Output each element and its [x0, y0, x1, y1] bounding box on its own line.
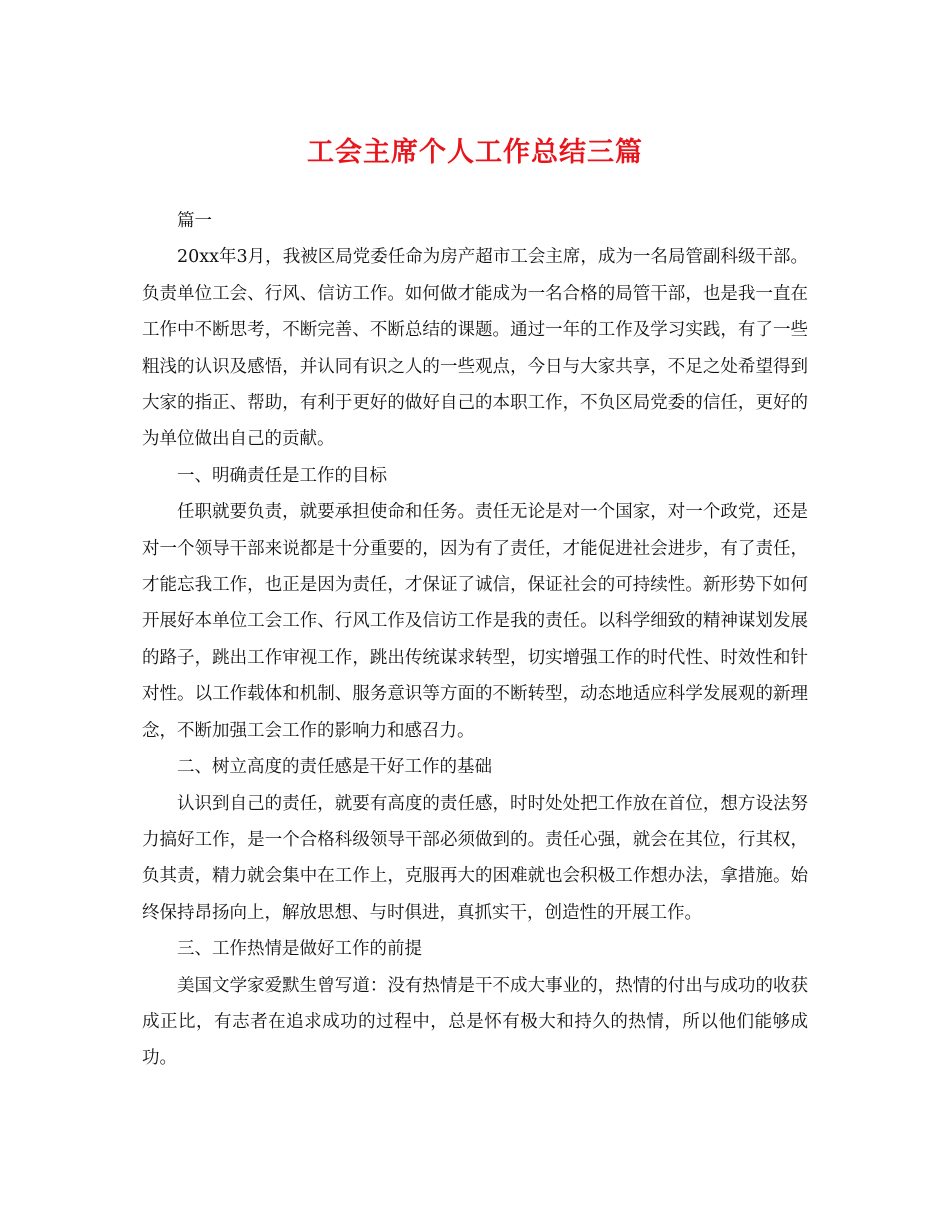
section-heading: 一、明确责任是工作的目标 — [177, 465, 387, 486]
document-title: 工会主席个人工作总结三篇 — [307, 137, 643, 168]
body-paragraph: 任职就要负责，就要承担使命和任务。责任无论是对一个国家，对一个政党，还是对一个领导干部来说都是十分重要的，因为有了责任，才能促进社会进步，有了责任，才能忘我工作，也正是因为责任，才保证了诚信，保证社会的可持续性。新形势下如何开展好本单位工会工作、行风工作及信访工作是我的责任。以科学细致的精神谋划发展的路子，跳出工作审视工作，跳出传统谋求转型，切实增强工作的时代性、时效性和针对性。以工作载体和机制、服务意识等方面的不断转型，动态地适应科学发展观的新理念，不断加强工会工作的影响力和感召力。 — [142, 502, 808, 741]
section-heading: 二、树立高度的责任感是干好工作的基础 — [177, 757, 492, 778]
body-paragraph: 美国文学家爱默生曾写道：没有热情是干不成大事业的，热情的付出与成功的收获成正比，有志者在追求成功的过程中，总是怀有极大和持久的热情，所以他们能够成功。 — [142, 975, 808, 1069]
document-body — [142, 203, 808, 1077]
section-heading: 三、工作热情是做好工作的前提 — [177, 939, 422, 960]
section-heading: 篇一 — [177, 211, 212, 231]
body-paragraph: 认识到自己的责任，就要有高度的责任感，时时处处把工作放在首位，想方设法努力搞好工作，是一个合格科级领导干部必须做到的。责任心强，就会在其位，行其权，负其责，精力就会集中在工作上，克服再大的困难就也会积极工作想办法，拿措施。始终保持昂扬向上，解放思想、与时俱进，真抓实干，创造性的开展工作。 — [142, 793, 808, 923]
body-paragraph: 20xx年3月，我被区局党委任命为房产超市工会主席，成为一名局管副科级干部。负责单位工会、行风、信访工作。如何做才能成为一名合格的局管干部，也是我一直在工作中不断思考，不断完善、不断总结的课题。通过一年的工作及学习实践，有了一些粗浅的认识及感悟，并认同有识之人的一些观点，今日与大家共享，不足之处希望得到大家的指正、帮助，有利于更好的做好自己的本职工作，不负区局党委的信任，更好的为单位做出自己的贡献。 — [142, 247, 808, 450]
